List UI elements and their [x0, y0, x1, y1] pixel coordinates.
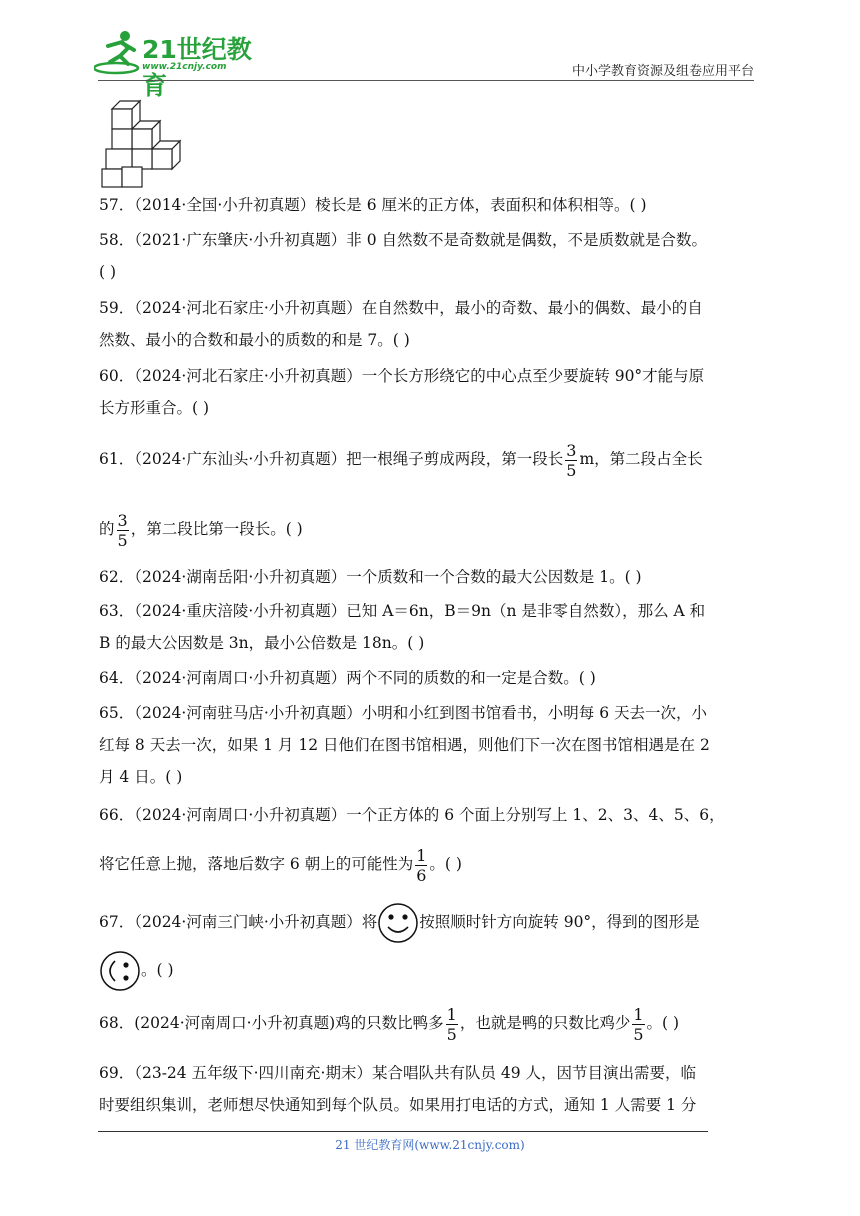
- question-line: ( ): [99, 263, 117, 281]
- fraction: $\frac{1}{5}$: [446, 1004, 457, 1044]
- question-text: 按照顺时针方向旋转 90°，得到的图形是: [419, 913, 700, 931]
- question-line: 59．（2024·河北石家庄·小升初真题）在自然数中，最小的奇数、最小的偶数、最小的自: [99, 299, 703, 317]
- question-line: 57．（2014·全国·小升初真题）棱长是 6 厘米的正方体，表面积和体积相等。( ): [99, 196, 647, 214]
- question-text: 67．（2024·河南三门峡·小升初真题）将: [99, 913, 378, 931]
- logo-text: 21世纪教育: [142, 35, 252, 100]
- logo-url: www.21cnjy.com: [142, 62, 227, 72]
- question-text: m，第二段占全长: [579, 450, 703, 468]
- rotated-smiley-face-icon: [99, 950, 141, 992]
- question-63: [99, 595, 763, 659]
- fraction: $\frac{1}{5}$: [633, 1004, 644, 1044]
- question-text: 。( ): [646, 1014, 680, 1032]
- question-line: 58．（2021·广东肇庆·小升初真题）非 0 自然数不是奇数就是偶数，不是质数就是合数。: [99, 231, 707, 249]
- question-69: [99, 1057, 763, 1121]
- question-58: [99, 224, 763, 288]
- question-line: 时要组织集训，老师想尽快通知到每个队员。如果用打电话的方式，通知 1 人需要 1 分: [99, 1096, 697, 1114]
- question-68: [99, 998, 763, 1048]
- question-text: 。( ): [141, 961, 174, 979]
- smiley-face-icon: [377, 902, 419, 944]
- question-62: [99, 561, 763, 593]
- question-line: 63．（2024·重庆涪陵·小升初真题）已知 A＝6n，B＝9n（n 是非零自然数），那么 A 和: [99, 602, 706, 620]
- question-text: 将它任意上抛，落地后数字 6 朝上的可能性为: [99, 855, 414, 873]
- question-64: [99, 662, 763, 694]
- question-line: 60．（2024·河北石家庄·小升初真题）一个长方形绕它的中心点至少要旋转 90°才能与原: [99, 367, 705, 385]
- question-57: [99, 189, 763, 221]
- footer-link[interactable]: 21 世纪教育网(www.21cnjy.com): [335, 1138, 525, 1152]
- question-line: 66．（2024·河南周口·小升初真题）一个正方体的 6 个面上分别写上 1、2、3、4、5、6，: [99, 806, 725, 824]
- question-line: 62．（2024·湖南岳阳·小升初真题）一个质数和一个合数的最大公因数是 1。( ): [99, 568, 642, 586]
- fraction: $\frac{3}{5}$: [566, 440, 577, 480]
- fraction: $\frac{1}{6}$: [416, 845, 427, 885]
- question-line: 69．（23-24 五年级下·四川南充·期末）某合唱队共有队员 49 人，因节目演出需要，临: [99, 1064, 697, 1082]
- footer-divider: [98, 1131, 708, 1132]
- question-61: [99, 434, 763, 554]
- question-67: [99, 900, 763, 992]
- question-text: 61．（2024·广东汕头·小升初真题）把一根绳子剪成两段，第一段长: [99, 450, 564, 468]
- question-line: B 的最大公因数是 3n，最小公倍数是 18n。( ): [99, 634, 425, 652]
- header-tagline: 中小学教育资源及组卷应用平台: [571, 64, 754, 79]
- question-text: ，也就是鸭的只数比鸡少: [459, 1014, 631, 1032]
- question-text: 的: [99, 520, 115, 538]
- runner-logo-icon: [94, 28, 142, 76]
- question-line: 65．（2024·河南驻马店·小升初真题）小明和小红到图书馆看书，小明每 6 天去一次，小: [99, 704, 707, 722]
- header-divider: [98, 80, 754, 81]
- question-line: 月 4 日。( ): [99, 768, 183, 786]
- question-59: [99, 292, 763, 356]
- question-text: 。( ): [429, 855, 462, 873]
- question-text: 68．(2024·河南周口·小升初真题)鸡的只数比鸭多: [99, 1014, 444, 1032]
- question-line: 长方形重合。( ): [99, 399, 210, 417]
- question-65: [99, 697, 763, 793]
- question-line: 然数、最小的合数和最小的质数的和是 7。( ): [99, 331, 410, 349]
- cube-stack-figure: [96, 97, 188, 189]
- question-60: [99, 360, 763, 424]
- page-header: [0, 0, 860, 100]
- question-line: 64．（2024·河南周口·小升初真题）两个不同的质数的和一定是合数。( ): [99, 669, 596, 687]
- question-line: 红每 8 天去一次，如果 1 月 12 日他们在图书馆相遇，则他们下一次在图书馆相遇是在 2: [99, 736, 710, 754]
- site-logo[interactable]: [94, 28, 264, 100]
- fraction: $\frac{3}{5}$: [117, 510, 128, 550]
- question-66: [99, 799, 763, 889]
- question-text: ，第二段比第一段长。( ): [130, 520, 303, 538]
